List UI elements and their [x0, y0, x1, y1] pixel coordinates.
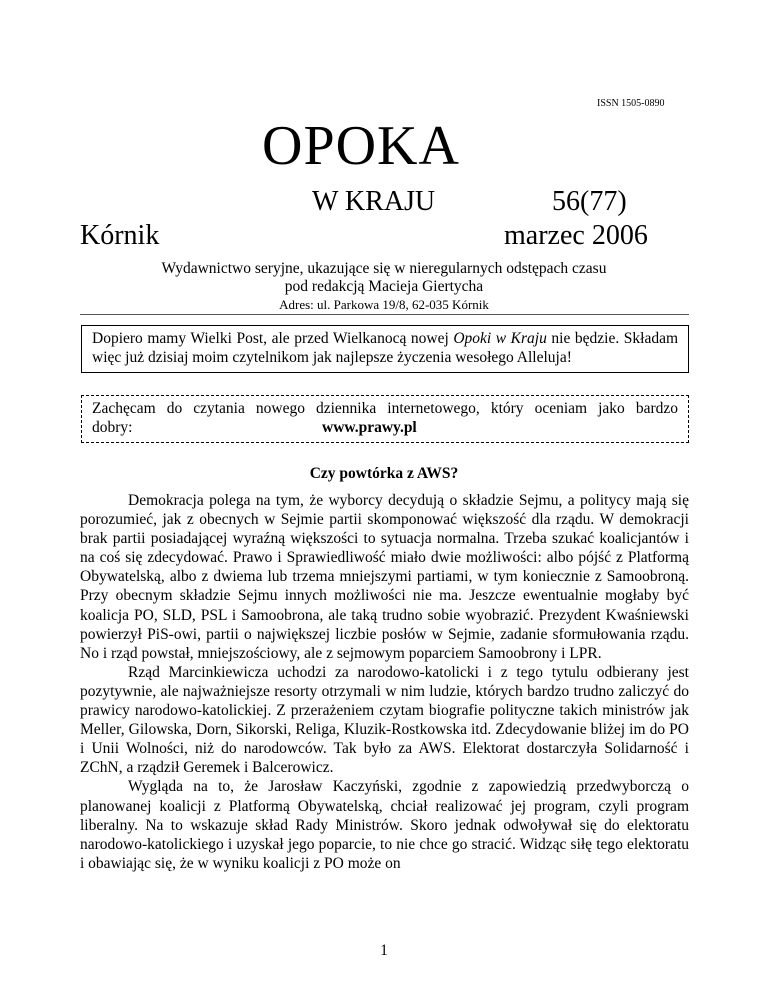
article-paragraph: Wygląda na to, że Jarosław Kaczyński, zgodnie z zapowiedzią przedwyborczą o planowanej koalicji z Platformą Obywatelską, chciał realizować jej program, czyli program liberalny. Na to wskazuje skład Rady Ministrów. Skoro jednak odwoływał się do elektoratu narodowo-katolickiego i uzyskał jego poparcie, to nie chce go stracić. Widząc siłę tego elektoratu i obawiając się, że w wyniku koalicji z PO może on: [80, 778, 689, 872]
masthead-subtitle: W KRAJU: [312, 186, 436, 217]
publication-date: marzec 2006: [504, 220, 648, 251]
website-link[interactable]: www.prawy.pl: [322, 419, 417, 436]
recommendation-text: Zachęcam do czytania nowego dziennika internetowego, który oceniam jako bardzo: [92, 400, 678, 417]
publication-city: Kórnik: [80, 220, 160, 251]
header-divider: [80, 314, 689, 315]
notice-text-after: nie będzie. Składam więc już dzisiaj moim czytelnikom jak najlepsze życzenia wesołego Alleluja!: [92, 330, 679, 366]
publisher-address: Adres: ul. Parkowa 19/8, 62-035 Kórnik: [279, 297, 489, 312]
issue-number: 56(77): [552, 186, 627, 217]
easter-notice-box: [81, 325, 689, 373]
website-recommendation-box: [81, 395, 689, 443]
article-paragraph: Demokracja polega na tym, że wyborcy decydują o składzie Sejmu, a politycy mają się porozumieć, jak z obecnych w Sejmie partii skomponować większość dla rządu. W demokracji brak partii posiadającej wyraźną większości to sytuacja normalna. Trzeba szukać koalicjantów i na coś się zdecydować. Prawo i Sprawiedliwość miało dwie możliwości: albo pójść z Platformą Obywatelską, albo z dwiema lub trzema mniejszymi partiami, w tym koniecznie z Samoobroną. Przy obecnym składzie Sejmu innych możliwości nie ma. Jeszcze ewentualnie mogłaby być koalicja PO, SLD, PSL i Samoobrona, ale taką trudno sobie wyobrazić. Prezydent Kwaśniewski powierzył PiS-owi, partii o największej liczbie posłów w Sejmie, zadanie sformułowania rządu. No i rząd powstał, mniejszościowy, ale z sejmowym poparciem Samoobrony i LPR.: [80, 492, 689, 662]
masthead-title: OPOKA: [262, 115, 460, 177]
notice-text-before: Dopiero mamy Wielki Post, ale przed Wielkanocą nowej: [92, 330, 454, 347]
article-body: [80, 491, 689, 873]
article-paragraph: Rząd Marcinkiewicza uchodzi za narodowo-katolicki i z tego tytulu odbierany jest pozytywnie, ale najważniejsze resorty otrzymali w nim ludzie, których bardzo trudno zaliczyć do prawicy narodowo-katolickiej. Z przerażeniem czytam biografie polityczne takich ministrów jak Meller, Gilowska, Dorn, Sikorski, Religa, Kluzik-Rostkowska itd. Zdecydowanie bliżej im do PO i Unii Wolności, niż do narodowców. Tak było za AWS. Elektorat dostarczyła Solidarność i ZChN, a rządził Geremek i Balcerowicz.: [80, 663, 689, 777]
issn-number: ISSN 1505-0890: [597, 98, 665, 109]
publication-description: Wydawnictwo seryjne, ukazujące się w nieregularnych odstępach czasu: [161, 260, 607, 277]
recommendation-label: dobry:: [92, 419, 133, 436]
page-number: 1: [380, 942, 388, 959]
notice-publication-name: Opoki w Kraju: [453, 330, 547, 347]
editor-line: pod redakcją Macieja Giertycha: [284, 278, 484, 295]
article-heading: Czy powtórka z AWS?: [309, 465, 459, 482]
